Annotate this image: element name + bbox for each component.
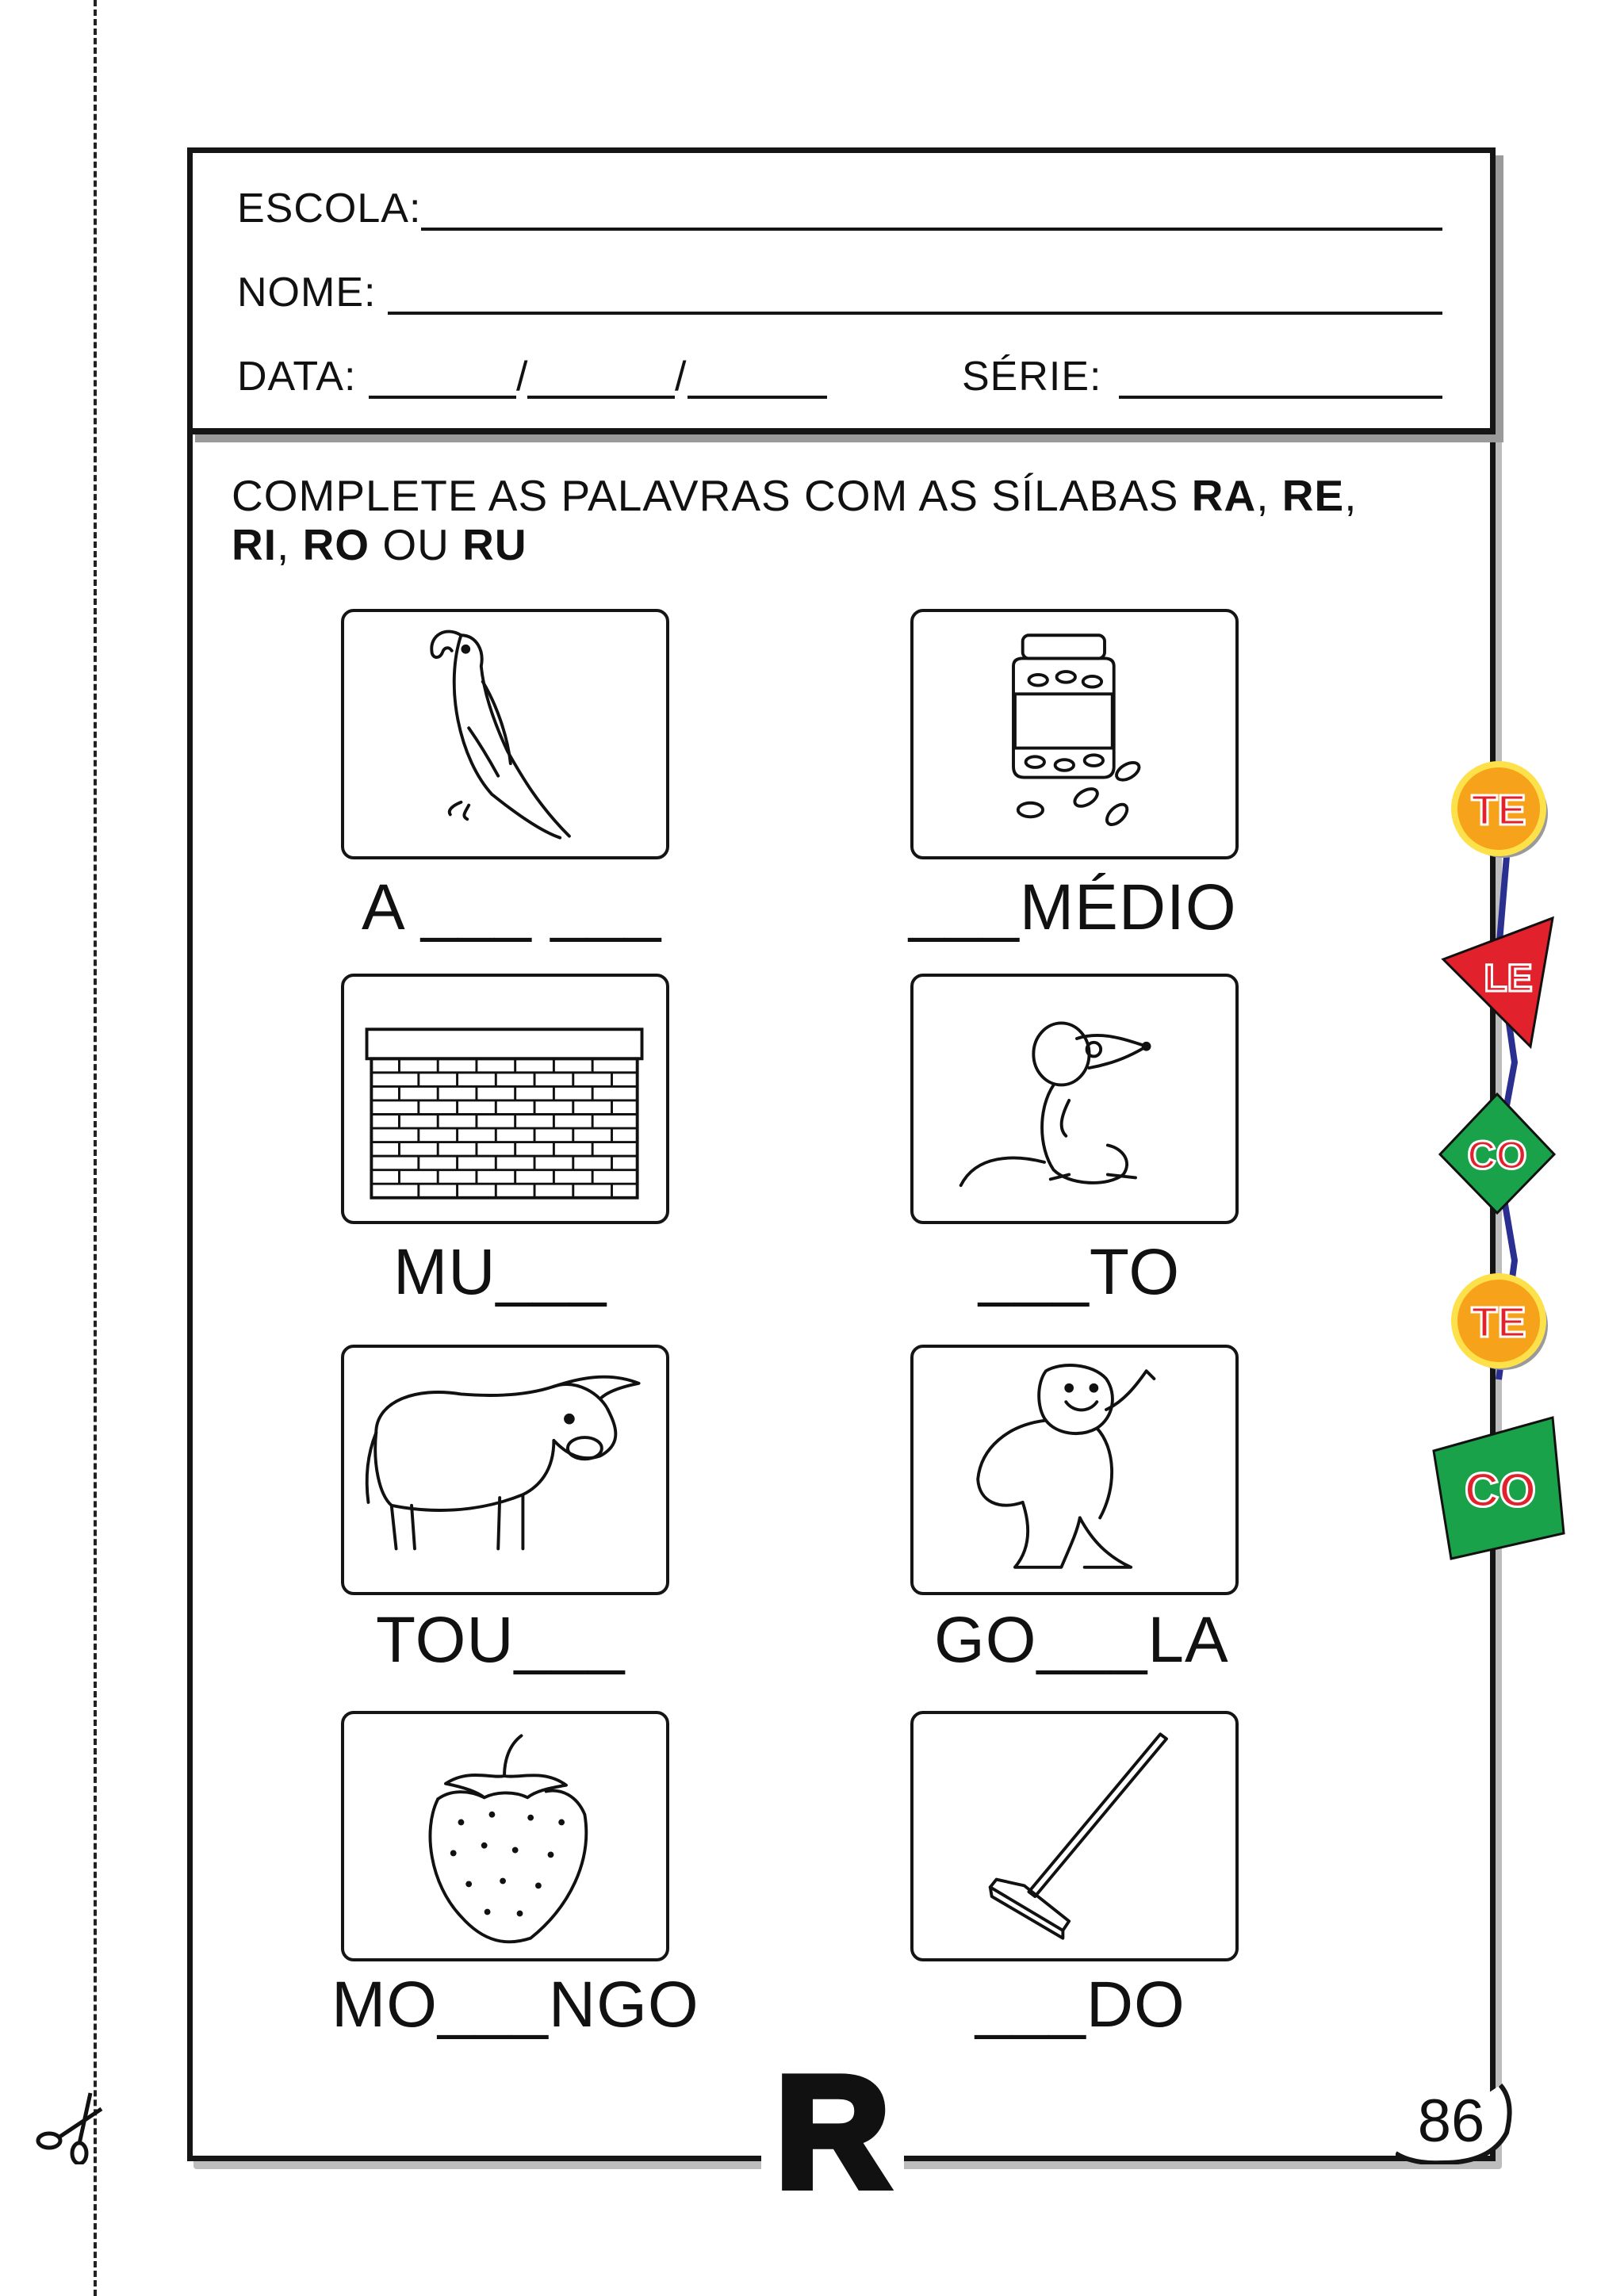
- cut-line: [94, 0, 97, 2296]
- letter-r-logo: [761, 2052, 904, 2195]
- mouse-icon: [914, 977, 1235, 1221]
- grade-field[interactable]: [1119, 396, 1442, 399]
- gorilla-icon: [914, 1348, 1235, 1592]
- date-label: DATA:: [237, 354, 357, 400]
- date-month-field[interactable]: [527, 396, 675, 399]
- name-label: NOME:: [237, 270, 377, 316]
- instruction-text: COMPLETE AS PALAVRAS COM AS SÍLABAS RA, RE, RI, RO OU RU: [232, 471, 1358, 569]
- page-number: 86: [1417, 2087, 1485, 2155]
- svg-text:CO: CO: [1465, 1464, 1536, 1517]
- word-prompt: TOU___: [376, 1604, 626, 1676]
- svg-text:R: R: [775, 2052, 891, 2195]
- word-prompt: MO___NGO: [331, 1969, 699, 2041]
- brick-wall-icon: [344, 977, 666, 1221]
- orange-circle-tag: [1454, 764, 1548, 858]
- name-field[interactable]: [388, 312, 1442, 315]
- sidebar-decoration: [1419, 714, 1578, 1570]
- exercise-card: [341, 1711, 669, 1961]
- scissors-icon: [32, 2077, 111, 2164]
- word-prompt: ___MÉDIO: [909, 871, 1237, 943]
- word-prompt: ___TO: [979, 1236, 1181, 1308]
- svg-text:CO: CO: [1467, 1133, 1527, 1177]
- squeegee-icon: [914, 1714, 1235, 1958]
- word-prompt: A ___ ___: [362, 871, 662, 943]
- exercise-card: [910, 1711, 1239, 1961]
- exercise-card: [341, 1345, 669, 1595]
- pill-jar-icon: [914, 612, 1235, 856]
- word-prompt: MU___: [393, 1236, 607, 1308]
- bull-icon: [344, 1348, 666, 1592]
- exercise-card: [341, 974, 669, 1224]
- exercise-card: [910, 609, 1239, 859]
- date-year-field[interactable]: [688, 396, 827, 399]
- parrot-icon: [344, 612, 666, 856]
- grade-label: SÉRIE:: [962, 354, 1102, 400]
- word-prompt: GO___LA: [934, 1604, 1229, 1676]
- header-box: [187, 147, 1496, 434]
- exercise-card: [910, 974, 1239, 1224]
- page-number-badge: [1396, 2077, 1515, 2164]
- date-separator: /: [675, 354, 688, 400]
- strawberry-icon: [344, 1714, 666, 1958]
- word-prompt: ___DO: [975, 1969, 1185, 2041]
- date-day-field[interactable]: [369, 396, 516, 399]
- school-field[interactable]: [421, 228, 1442, 231]
- green-diamond-tag: [1440, 1094, 1554, 1213]
- school-label: ESCOLA:: [237, 186, 422, 232]
- svg-text:TE: TE: [1471, 1299, 1526, 1346]
- svg-text:TE: TE: [1471, 786, 1526, 834]
- exercise-card: [910, 1345, 1239, 1595]
- date-separator: /: [516, 354, 529, 400]
- svg-text:LE: LE: [1484, 958, 1533, 1000]
- orange-circle-tag: [1454, 1276, 1548, 1370]
- green-square-tag: [1434, 1418, 1564, 1559]
- exercise-card: [341, 609, 669, 859]
